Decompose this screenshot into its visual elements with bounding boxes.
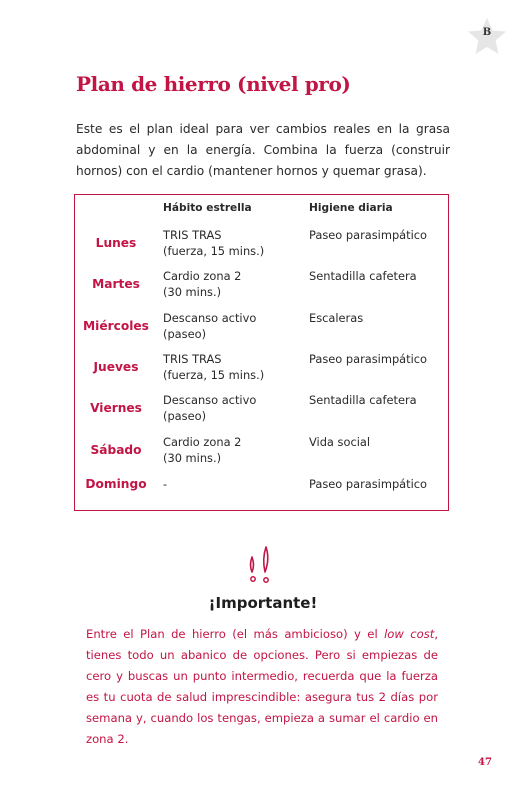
day-label: Miércoles — [83, 319, 149, 333]
hygiene-cell: Paseo parasimpático — [309, 477, 428, 491]
day-label: Sábado — [90, 443, 142, 457]
table-row — [75, 393, 448, 433]
day-label: Domingo — [85, 477, 147, 491]
chapter-letter: B — [482, 27, 492, 38]
hygiene-cell: Paseo parasimpático — [309, 352, 428, 366]
header-habit: Hábito estrella — [163, 202, 252, 214]
header-hygiene: Higiene diaria — [309, 202, 393, 214]
chapter-badge — [467, 17, 507, 57]
table-row — [75, 311, 448, 351]
important-note: Entre el Plan de hierro (el más ambicioso) y el low cost, tienes todo un abanico de opciones. Pero si empiezas de cero y buscas un punto intermedio, recuerda que la fuerza es tu cuota de salud imprescindible: asegura tus 2 días por semana y, cuando los tengas, empieza a sumar el cardio en zona 2. — [86, 627, 438, 746]
table-row — [75, 435, 448, 475]
page-title: Plan de hierro (nivel pro) — [76, 72, 351, 96]
day-label: Martes — [92, 277, 140, 291]
hygiene-cell: Sentadilla cafetera — [309, 393, 417, 407]
table-row — [75, 269, 448, 309]
weekly-plan-table — [74, 194, 449, 511]
intro-paragraph: Este es el plan ideal para ver cambios reales en la grasa abdominal y en la energía. Combina la fuerza (construir hornos) con el cardio (mantener hornos y quemar grasa). — [76, 122, 450, 178]
important-heading: ¡Importante! — [208, 594, 318, 612]
habit-cell: TRIS TRAS (fuerza, 15 mins.) — [163, 228, 265, 258]
habit-cell: Cardio zona 2 (30 mins.) — [163, 269, 242, 299]
habit-cell: TRIS TRAS (fuerza, 15 mins.) — [163, 352, 265, 382]
table-row — [75, 228, 448, 268]
hygiene-cell: Sentadilla cafetera — [309, 269, 417, 283]
hygiene-cell: Vida social — [309, 435, 371, 449]
hygiene-cell: Paseo parasimpático — [309, 228, 428, 242]
day-label: Jueves — [93, 360, 139, 374]
habit-cell: Descanso activo (paseo) — [163, 311, 257, 341]
table-row — [75, 477, 448, 517]
page-number: 47 — [478, 757, 492, 768]
habit-cell: - — [163, 477, 168, 491]
hygiene-cell: Escaleras — [309, 311, 364, 325]
day-label: Lunes — [95, 236, 137, 250]
exclamation-marks-icon — [243, 545, 283, 587]
habit-cell: Descanso activo (paseo) — [163, 393, 257, 423]
day-label: Viernes — [90, 401, 142, 415]
table-row — [75, 352, 448, 392]
habit-cell: Cardio zona 2 (30 mins.) — [163, 435, 242, 465]
